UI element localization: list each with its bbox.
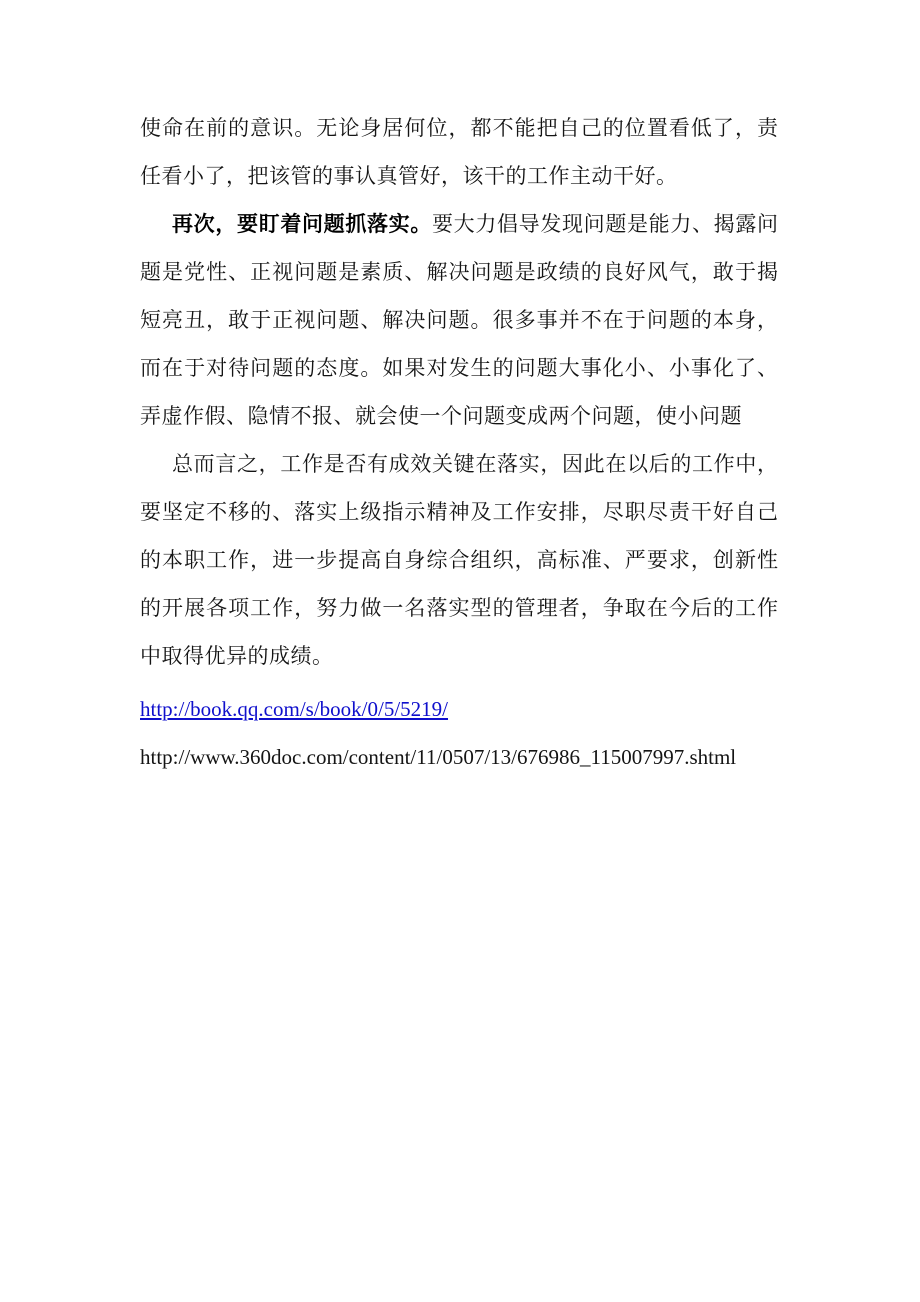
body-text-segment: 总而言之，工作是否有成效关键在落实，因此在以后的工作中， (172, 452, 778, 476)
text-line (140, 685, 778, 733)
body-text-segment: 短亮丑，敢于正视问题、解决问题。很多事并不在于问题的本身， (140, 308, 778, 332)
body-text-segment: 使命在前的意识。无论身居何位，都不能把自己的位置看低了，责 (140, 116, 778, 140)
text-line (140, 200, 778, 248)
body-text-segment: 要大力倡导发现问题是能力、揭露问 (432, 212, 778, 236)
text-line (140, 248, 778, 296)
text-line (140, 104, 778, 152)
doc-360-url: http://www.360doc.com/content/11/0507/13/676986_115007997.shtml (140, 745, 737, 769)
text-line (140, 440, 778, 488)
text-line (140, 152, 778, 200)
body-text-segment: 的开展各项工作，努力做一名落实型的管理者，争取在今后的工作 (140, 596, 778, 620)
text-line (140, 536, 778, 584)
text-line (140, 488, 778, 536)
body-text-segment: 中取得优异的成绩。 (140, 644, 334, 668)
body-text-segment: 弄虚作假、隐情不报、就会使一个问题变成两个问题，使小问题 (140, 404, 742, 428)
bold-lead-text: 再次，要盯着问题抓落实。 (172, 212, 432, 236)
body-text-segment: 题是党性、正视问题是素质、解决问题是政绩的良好风气，敢于揭 (140, 260, 778, 284)
text-line (140, 344, 778, 392)
body-text-segment: 的本职工作，进一步提高自身综合组织，高标准、严要求，创新性 (140, 548, 778, 572)
text-line (140, 392, 778, 440)
book-qq-link[interactable]: http://book.qq.com/s/book/0/5/5219/ (140, 697, 449, 721)
body-text-segment: 而在于对待问题的态度。如果对发生的问题大事化小、小事化了、 (140, 356, 778, 380)
body-text-segment: 任看小了，把该管的事认真管好，该干的工作主动干好。 (140, 164, 678, 188)
body-text-segment: 要坚定不移的、落实上级指示精神及工作安排，尽职尽责干好自己 (140, 500, 778, 524)
text-line (140, 296, 778, 344)
text-line (140, 584, 778, 632)
text-line (140, 632, 778, 680)
